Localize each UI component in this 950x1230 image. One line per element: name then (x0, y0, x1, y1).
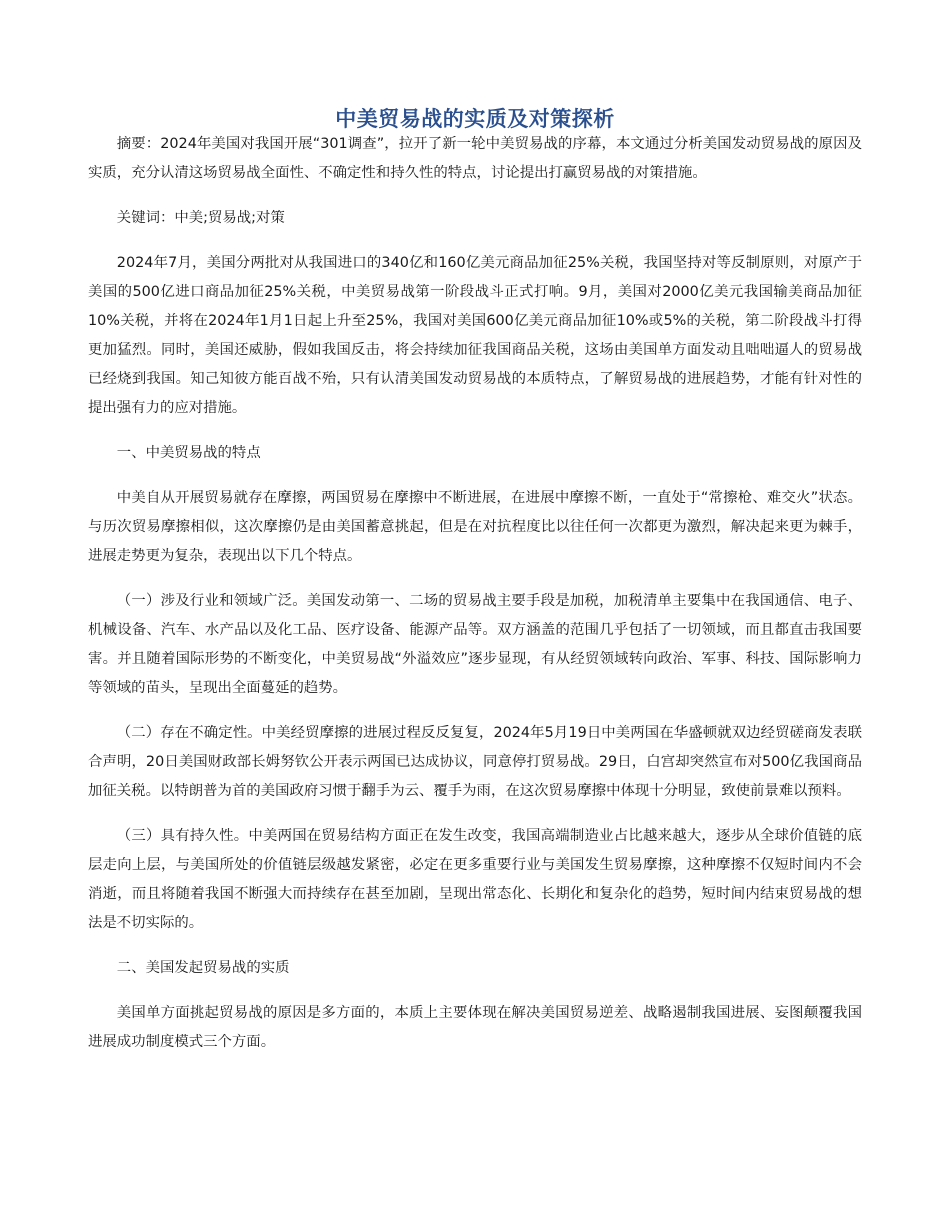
document-body (88, 130, 862, 1073)
section-2-intro: 美国单方面挑起贸易战的原因是多方面的，本质上主要体现在解决美国贸易逆差、战略遏制我国进展、妄图颠覆我国进展成功制度模式三个方面。 (88, 1005, 862, 1050)
section-1-intro: 中美自从开展贸易就存在摩擦，两国贸易在摩擦中不断进展，在进展中摩擦不断，一直处于“常擦枪、难交火”状态。与历次贸易摩擦相似，这次摩擦仍是由美国蓄意挑起，但是在对抗程度比以往任何一次都更为激烈，解决起来更为棘手，进展走势更为复杂，表现出以下几个特点。 (88, 490, 862, 564)
point-1-paragraph: （一）涉及行业和领域广泛。美国发动第一、二场的贸易战主要手段是加税，加税清单主要集中在我国通信、电子、机械设备、汽车、水产品以及化工品、医疗设备、能源产品等。双方涵盖的范围几乎包括了一切领域，而且都直击我国要害。并且随着国际形势的不断变化，中美贸易战“外溢效应”逐步显现，有从经贸领域转向政治、军事、科技、国际影响力等领域的苗头，呈现出全面蔓延的趋势。 (88, 593, 862, 696)
keywords-line: 关键词：中美;贸易战;对策 (116, 210, 285, 226)
document-title: 中美贸易战的实质及对策探析 (335, 107, 615, 131)
abstract-paragraph: 摘要：2024年美国对我国开展“301调查”，拉开了新一轮中美贸易战的序幕，本文通过分析美国发动贸易战的原因及实质，充分认清这场贸易战全面性、不确定性和持久性的特点，讨论提出打赢贸易战的对策措施。 (88, 136, 862, 181)
intro-paragraph: 2024年7月，美国分两批对从我国进口的340亿和160亿美元商品加征25%关税，我国坚持对等反制原则，对原产于美国的500亿进口商品加征25%关税，中美贸易战第一阶段战斗正式打响。9月，美国对2000亿美元我国输美商品加征10%关税，并将在2024年1月1日起上升至25%，我国对美国600亿美元商品加征10%或5%的关税，第二阶段战斗打得更加猛烈。同时，美国还威胁，假如我国反击，将会持续加征我国商品关税，这场由美国单方面发动且咄咄逼人的贸易战已经烧到我国。知己知彼方能百战不殆，只有认清美国发动贸易战的本质特点，了解贸易战的进展趋势，才能有针对性的提出强有力的应对措施。 (88, 255, 862, 416)
section-1-heading: 一、中美贸易战的特点 (116, 445, 261, 461)
section-2-heading: 二、美国发起贸易战的实质 (116, 960, 290, 976)
point-3-paragraph: （三）具有持久性。中美两国在贸易结构方面正在发生改变，我国高端制造业占比越来越大，逐步从全球价值链的底层走向上层，与美国所处的价值链层级越发紧密，必定在更多重要行业与美国发生贸易摩擦，这种摩擦不仅短时间内不会消逝，而且将随着我国不断强大而持续存在甚至加剧，呈现出常态化、长期化和复杂化的趋势，短时间内结束贸易战的想法是不切实际的。 (88, 828, 862, 931)
point-2-paragraph: （二）存在不确定性。中美经贸摩擦的进展过程反反复复，2024年5月19日中美两国在华盛顿就双边经贸磋商发表联合声明，20日美国财政部长姆努钦公开表示两国已达成协议，同意停打贸易战。29日，白宫却突然宣布对500亿我国商品加征关税。以特朗普为首的美国政府习惯于翻手为云、覆手为雨，在这次贸易摩擦中体现十分明显，致使前景难以预料。 (88, 725, 862, 799)
